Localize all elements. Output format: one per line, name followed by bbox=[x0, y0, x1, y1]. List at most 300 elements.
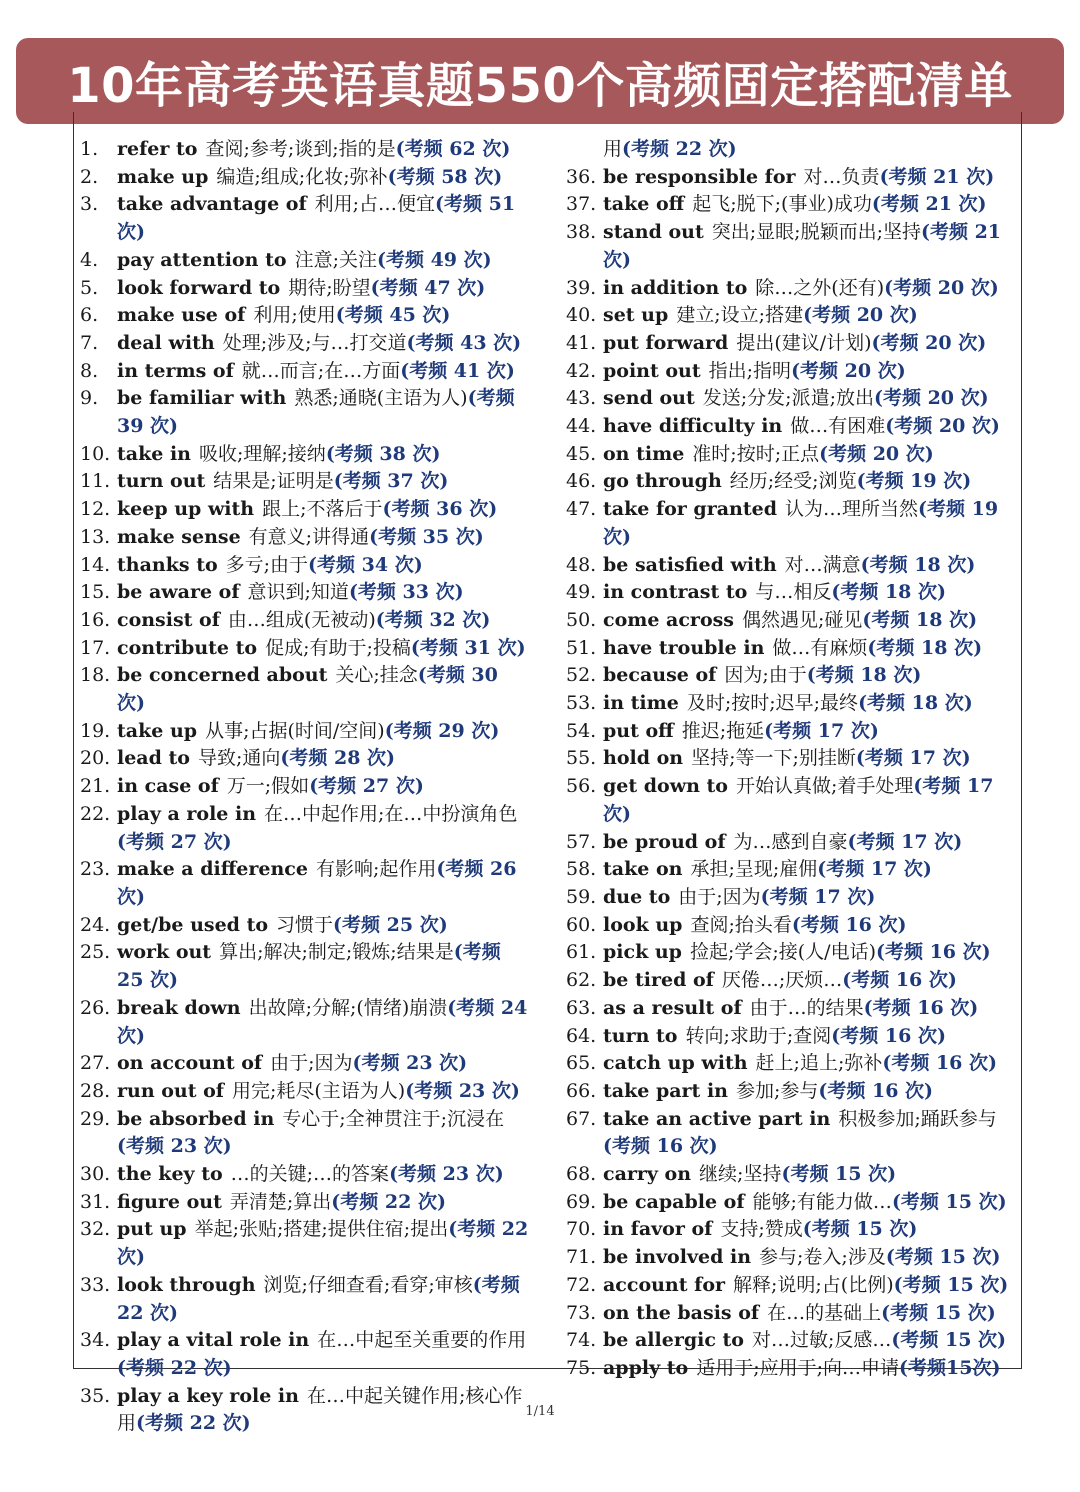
entry-meaning: 及时;按时;迟早;最终 bbox=[686, 692, 859, 715]
entry-frequency: (考频 15 次) bbox=[802, 1218, 918, 1241]
entry-meaning: 跟上;不落后于 bbox=[262, 498, 383, 521]
entry-number: 43. bbox=[566, 387, 597, 410]
entry-term: set up bbox=[603, 304, 669, 327]
entry-frequency: (考频 27 次) bbox=[117, 830, 232, 853]
entry-frequency: (考频 23 次) bbox=[352, 1052, 468, 1075]
entry-number: 73. bbox=[566, 1301, 597, 1324]
list-item bbox=[80, 801, 530, 856]
entry-meaning: 在…中起作用;在…中扮演角色 bbox=[264, 802, 518, 825]
entry-number: 11. bbox=[80, 470, 111, 493]
entry-frequency: (考频 49 次) bbox=[376, 248, 492, 271]
entry-number: 35. bbox=[80, 1384, 111, 1407]
entry-number: 63. bbox=[566, 996, 597, 1019]
entry-meaning: 用 bbox=[603, 138, 623, 160]
list-item bbox=[566, 579, 1016, 607]
entry-term: be proud of bbox=[603, 830, 726, 853]
entry-frequency: (考频 45 次) bbox=[335, 304, 451, 327]
list-item bbox=[566, 829, 1016, 857]
entry-meaning: 做…有困难 bbox=[790, 415, 886, 438]
list-item bbox=[566, 496, 1016, 551]
entry-number: 59. bbox=[566, 885, 597, 908]
list-item bbox=[80, 856, 530, 911]
entry-frequency: (考频 30 次) bbox=[117, 664, 498, 715]
list-item bbox=[566, 856, 1016, 884]
entry-meaning: 注意;关注 bbox=[294, 248, 377, 271]
entry-meaning: 准时;按时;正点 bbox=[692, 442, 820, 465]
list-item bbox=[80, 1189, 530, 1217]
entry-frequency: (考频 15 次) bbox=[891, 1329, 1007, 1352]
list-item bbox=[80, 1161, 530, 1189]
entry-number: 56. bbox=[566, 775, 597, 798]
list-item bbox=[566, 385, 1016, 413]
entry-meaning: 支持;赞成 bbox=[720, 1218, 803, 1241]
list-item bbox=[80, 1272, 530, 1327]
entry-term: make use of bbox=[117, 304, 246, 327]
list-item bbox=[80, 164, 530, 192]
entry-term: put forward bbox=[603, 331, 729, 354]
list-item bbox=[80, 718, 530, 746]
list-item bbox=[80, 995, 530, 1050]
entry-meaning: 意识到;知道 bbox=[247, 581, 349, 604]
entry-meaning: 推迟;拖延 bbox=[681, 719, 765, 742]
entry-frequency: (考频 21 次) bbox=[879, 165, 995, 188]
entry-number: 55. bbox=[566, 747, 597, 770]
entry-frequency: (考频 51 次) bbox=[117, 193, 516, 244]
list-item bbox=[566, 745, 1016, 773]
list-item bbox=[566, 1078, 1016, 1106]
entry-frequency: (考频 21 次) bbox=[871, 193, 987, 216]
entry-frequency: (考频 16 次) bbox=[842, 969, 957, 992]
entry-frequency: (考频 23 次) bbox=[389, 1163, 504, 1186]
entry-meaning: 做…有麻烦 bbox=[772, 636, 868, 659]
entry-frequency: (考频 36 次) bbox=[382, 498, 498, 521]
entry-term: take in bbox=[117, 442, 191, 465]
entry-number: 23. bbox=[80, 858, 111, 881]
entry-number: 68. bbox=[566, 1163, 597, 1186]
list-item bbox=[80, 524, 530, 552]
entry-number: 6. bbox=[80, 304, 99, 327]
entry-meaning: 就…而言;在…方面 bbox=[241, 359, 401, 382]
entry-frequency: (考频 16 次) bbox=[882, 1052, 998, 1075]
entry-frequency: (考频 20 次) bbox=[791, 359, 906, 382]
entry-number: 24. bbox=[80, 913, 111, 936]
entry-number: 1. bbox=[80, 138, 99, 160]
entry-frequency: (考频 15 次) bbox=[891, 1190, 1007, 1213]
entry-frequency: (考频 20 次) bbox=[873, 387, 989, 410]
list-item bbox=[80, 579, 530, 607]
entry-number: 53. bbox=[566, 692, 597, 715]
entry-term: stand out bbox=[603, 221, 704, 244]
entry-number: 57. bbox=[566, 830, 597, 853]
entry-frequency: (考频 32 次) bbox=[375, 608, 491, 631]
entry-number: 64. bbox=[566, 1024, 597, 1047]
entry-number: 13. bbox=[80, 525, 111, 548]
entry-number: 5. bbox=[80, 276, 99, 299]
entry-frequency: (考频 19 次) bbox=[856, 470, 972, 493]
entry-frequency: (考频 18 次) bbox=[858, 692, 973, 715]
entry-term: because of bbox=[603, 664, 717, 687]
entry-term: look up bbox=[603, 913, 683, 936]
entry-meaning: 对…过敏;反感… bbox=[751, 1329, 892, 1352]
entry-term: figure out bbox=[117, 1190, 222, 1213]
entry-number: 20. bbox=[80, 747, 111, 770]
entry-meaning: 出故障;分解;(情绪)崩溃 bbox=[248, 996, 448, 1019]
entry-number: 42. bbox=[566, 359, 597, 382]
list-item bbox=[80, 330, 530, 358]
entry-meaning: 习惯于 bbox=[276, 913, 334, 936]
list-item bbox=[80, 607, 530, 635]
list-item bbox=[566, 330, 1016, 358]
list-item bbox=[566, 635, 1016, 663]
entry-term: on the basis of bbox=[603, 1301, 760, 1324]
entry-term: be tired of bbox=[603, 969, 714, 992]
entry-frequency: (考频 17 次) bbox=[847, 830, 963, 853]
entry-number: 45. bbox=[566, 442, 597, 465]
entry-meaning: 由于;因为 bbox=[270, 1052, 353, 1075]
entry-term: take on bbox=[603, 858, 683, 881]
entry-frequency: (考频 38 次) bbox=[325, 442, 441, 465]
entry-meaning: 在…中起至关重要的作用 bbox=[317, 1329, 527, 1352]
entry-term: be aware of bbox=[117, 581, 240, 604]
entry-frequency: (考频 20 次) bbox=[885, 415, 1000, 438]
entry-number: 38. bbox=[566, 221, 597, 244]
entry-number: 3. bbox=[80, 193, 99, 216]
entry-term: take advantage of bbox=[117, 193, 307, 216]
entry-frequency: (考频 20 次) bbox=[871, 331, 987, 354]
entry-meaning: 结果是;证明是 bbox=[213, 470, 334, 493]
list-item bbox=[566, 413, 1016, 441]
entry-term: pick up bbox=[603, 941, 682, 964]
entry-number: 7. bbox=[80, 331, 99, 354]
entry-term: take for granted bbox=[603, 498, 777, 521]
left-column bbox=[80, 136, 530, 1438]
entry-number: 14. bbox=[80, 553, 111, 576]
entry-meaning: 能够;有能力做… bbox=[752, 1190, 892, 1213]
entry-number: 44. bbox=[566, 415, 597, 438]
entry-meaning: 指出;指明 bbox=[708, 359, 792, 382]
entry-frequency: (考频 16 次) bbox=[831, 1024, 946, 1047]
entry-meaning: 参与;卷入;涉及 bbox=[759, 1246, 886, 1269]
entry-meaning: 编造;组成;化妆;弥补 bbox=[216, 165, 388, 188]
list-item bbox=[80, 745, 530, 773]
entry-number: 33. bbox=[80, 1273, 111, 1296]
entry-frequency: (考频 17 次) bbox=[603, 775, 994, 825]
entry-number: 75. bbox=[566, 1356, 597, 1379]
entry-meaning: 开始认真做;着手处理 bbox=[735, 775, 914, 798]
entry-meaning: 算出;解决;制定;锻炼;结果是 bbox=[219, 941, 454, 964]
entry-term: be allergic to bbox=[603, 1329, 744, 1352]
entry-meaning: 因为;由于 bbox=[724, 664, 807, 687]
list-item bbox=[80, 939, 530, 994]
entry-term: be involved in bbox=[603, 1246, 752, 1269]
page-title: 10年高考英语真题550个高频固定搭配清单 bbox=[67, 57, 1013, 114]
entry-number: 36. bbox=[566, 165, 597, 188]
entry-meaning: 由于…的结果 bbox=[749, 996, 864, 1019]
entry-term: put off bbox=[603, 719, 674, 742]
entry-number: 19. bbox=[80, 719, 111, 742]
entry-number: 71. bbox=[566, 1246, 597, 1269]
entry-term: deal with bbox=[117, 331, 215, 354]
entry-frequency: (考频 16 次) bbox=[863, 996, 979, 1019]
entry-meaning: 坚持;等一下;别挂断 bbox=[691, 747, 856, 770]
entry-term: in terms of bbox=[117, 359, 234, 382]
entry-meaning: 解释;说明;占(比例) bbox=[733, 1273, 894, 1296]
list-item bbox=[566, 1106, 1016, 1161]
list-item bbox=[566, 773, 1016, 828]
entry-number: 8. bbox=[80, 359, 99, 382]
list-item bbox=[566, 884, 1016, 912]
list-item bbox=[80, 496, 530, 524]
entry-number: 48. bbox=[566, 553, 597, 576]
entry-term: take off bbox=[603, 193, 685, 216]
entry-number: 50. bbox=[566, 608, 597, 631]
entry-frequency: (考频15次) bbox=[899, 1356, 1001, 1379]
entry-frequency: (考频 25 次) bbox=[333, 913, 448, 936]
entry-term: look through bbox=[117, 1273, 256, 1296]
entry-number: 26. bbox=[80, 996, 111, 1019]
list-item bbox=[80, 1078, 530, 1106]
entry-term: play a role in bbox=[117, 802, 257, 825]
entry-term: lead to bbox=[117, 747, 190, 770]
entry-number: 34. bbox=[80, 1329, 111, 1352]
entry-meaning: 突出;显眼;脱颖而出;坚持 bbox=[711, 221, 921, 244]
entry-meaning: 厌倦…;厌烦… bbox=[721, 969, 843, 992]
list-item bbox=[566, 607, 1016, 635]
entry-term: contribute to bbox=[117, 636, 258, 659]
entry-meaning: 查阅;参考;谈到;指的是 bbox=[205, 138, 396, 160]
entry-meaning: 经历;经受;浏览 bbox=[729, 470, 857, 493]
entry-number: 21. bbox=[80, 775, 111, 798]
entry-term: take an active part in bbox=[603, 1107, 831, 1130]
entry-number: 69. bbox=[566, 1190, 597, 1213]
entry-term: have difficulty in bbox=[603, 415, 783, 438]
list-item bbox=[80, 635, 530, 663]
list-item bbox=[80, 302, 530, 330]
entry-term: have trouble in bbox=[603, 636, 765, 659]
entry-frequency: (考频 22 次) bbox=[117, 1218, 529, 1269]
entry-frequency: (考频 16 次) bbox=[818, 1079, 934, 1102]
list-item bbox=[566, 191, 1016, 219]
entry-term: make up bbox=[117, 165, 209, 188]
entry-term: break down bbox=[117, 996, 241, 1019]
entry-meaning: 认为…理所当然 bbox=[785, 498, 919, 521]
entry-frequency: (考频 62 次) bbox=[395, 138, 511, 160]
list-item bbox=[80, 1050, 530, 1078]
entry-meaning: 在…中起关键作用;核心作用 bbox=[117, 1384, 523, 1435]
entry-frequency: (考频 22 次) bbox=[331, 1190, 446, 1213]
entry-term: be responsible for bbox=[603, 165, 796, 188]
entry-frequency: (考频 17 次) bbox=[855, 747, 971, 770]
entry-term: take up bbox=[117, 719, 198, 742]
list-item bbox=[80, 385, 530, 440]
list-item bbox=[566, 690, 1016, 718]
entry-term: pay attention to bbox=[117, 248, 287, 271]
list-item bbox=[566, 441, 1016, 469]
entry-term: refer to bbox=[117, 138, 198, 160]
list-item bbox=[80, 552, 530, 580]
entry-meaning: 利用;占…便宜 bbox=[314, 193, 436, 216]
entry-number: 31. bbox=[80, 1190, 111, 1213]
entry-meaning: 利用;使用 bbox=[253, 304, 336, 327]
entry-meaning: 关心;挂念 bbox=[335, 664, 418, 687]
entry-frequency: (考频 18 次) bbox=[860, 553, 976, 576]
entry-number: 39. bbox=[566, 276, 597, 299]
entry-meaning: 赶上;追上;弥补 bbox=[755, 1052, 883, 1075]
entry-number: 22. bbox=[80, 802, 111, 825]
entry-meaning: 弄清楚;算出 bbox=[229, 1190, 332, 1213]
list-item bbox=[80, 662, 530, 717]
list-item bbox=[566, 939, 1016, 967]
list-item bbox=[566, 1355, 1016, 1383]
entry-meaning: 从事;占据(时间/空间) bbox=[205, 719, 385, 742]
entry-number: 32. bbox=[80, 1218, 111, 1241]
entry-term: account for bbox=[603, 1273, 725, 1296]
entry-meaning: 积极参加;踊跃参与 bbox=[838, 1107, 997, 1130]
entry-frequency: (考频 28 次) bbox=[280, 747, 396, 770]
list-item bbox=[80, 1106, 530, 1161]
entry-meaning: 促成;有助于;投稿 bbox=[265, 636, 411, 659]
list-item bbox=[566, 1189, 1016, 1217]
entry-number: 66. bbox=[566, 1079, 597, 1102]
entry-term: go through bbox=[603, 470, 722, 493]
entry-number: 27. bbox=[80, 1052, 111, 1075]
entry-term: due to bbox=[603, 885, 671, 908]
entry-term: be capable of bbox=[603, 1190, 745, 1213]
list-item bbox=[80, 441, 530, 469]
entry-meaning: 浏览;仔细查看;看穿;审核 bbox=[263, 1273, 473, 1296]
entry-term: carry on bbox=[603, 1163, 692, 1186]
entry-frequency: (考频 22 次) bbox=[622, 138, 737, 160]
entry-meaning: …的关键;…的答案 bbox=[230, 1163, 390, 1186]
entry-number: 40. bbox=[566, 304, 597, 327]
list-item bbox=[566, 995, 1016, 1023]
entry-frequency: (考频 34 次) bbox=[308, 553, 423, 576]
list-item bbox=[566, 1050, 1016, 1078]
entry-frequency: (考频 20 次) bbox=[819, 442, 934, 465]
entry-number: 60. bbox=[566, 913, 597, 936]
entry-term: get/be used to bbox=[117, 913, 269, 936]
entry-frequency: (考频 31 次) bbox=[410, 636, 526, 659]
entry-meaning: 发送;分发;派遣;放出 bbox=[702, 387, 874, 410]
entry-meaning: 与…相反 bbox=[755, 581, 832, 604]
right-column bbox=[566, 136, 1016, 1383]
entry-frequency: (考频 17 次) bbox=[817, 858, 932, 881]
entry-frequency: (考频 27 次) bbox=[309, 775, 424, 798]
entry-meaning: 承担;呈现;雇佣 bbox=[690, 858, 818, 881]
entry-number: 12. bbox=[80, 498, 111, 521]
entry-number: 51. bbox=[566, 636, 597, 659]
entry-number: 47. bbox=[566, 498, 597, 521]
entry-frequency: (考频 25 次) bbox=[117, 941, 501, 992]
list-item bbox=[566, 662, 1016, 690]
entry-frequency: (考频 43 次) bbox=[406, 331, 522, 354]
list-item bbox=[80, 275, 530, 303]
entry-number: 16. bbox=[80, 608, 111, 631]
entry-meaning: 除…之外(还有) bbox=[755, 276, 885, 299]
list-item bbox=[566, 164, 1016, 192]
entry-frequency: (考频 20 次) bbox=[803, 304, 918, 327]
list-item bbox=[80, 773, 530, 801]
list-item bbox=[566, 967, 1016, 995]
list-item bbox=[566, 358, 1016, 386]
entry-number: 25. bbox=[80, 941, 111, 964]
entry-frequency: (考频 18 次) bbox=[867, 636, 983, 659]
entry-meaning: 多亏;由于 bbox=[225, 553, 309, 576]
entry-meaning: 起飞;脱下;(事业)成功 bbox=[692, 193, 872, 216]
entry-meaning: 举起;张贴;搭建;提供住宿;提出 bbox=[194, 1218, 449, 1241]
entry-meaning: 有影响;起作用 bbox=[315, 858, 437, 881]
entry-frequency: (考频 23 次) bbox=[117, 1135, 232, 1158]
list-item bbox=[566, 1023, 1016, 1051]
list-item bbox=[80, 912, 530, 940]
entry-frequency: (考频 24 次) bbox=[117, 996, 528, 1047]
list-item bbox=[80, 247, 530, 275]
entry-meaning: 期待;盼望 bbox=[288, 276, 371, 299]
entry-number: 28. bbox=[80, 1079, 111, 1102]
entry-number: 17. bbox=[80, 636, 111, 659]
list-item bbox=[566, 1327, 1016, 1355]
entry-meaning: 导致;通向 bbox=[197, 747, 281, 770]
entry-meaning: 为…感到自豪 bbox=[733, 830, 848, 853]
entry-term: the key to bbox=[117, 1163, 223, 1186]
list-item bbox=[80, 1216, 530, 1271]
entry-term: take part in bbox=[603, 1079, 728, 1102]
entry-number: 58. bbox=[566, 858, 597, 881]
list-item bbox=[80, 468, 530, 496]
entry-frequency: (考频 58 次) bbox=[387, 165, 503, 188]
entry-term: catch up with bbox=[603, 1052, 748, 1075]
entry-meaning: 熟悉;通晓(主语为人) bbox=[294, 387, 468, 410]
entry-number: 41. bbox=[566, 331, 597, 354]
list-item bbox=[566, 552, 1016, 580]
entry-number: 52. bbox=[566, 664, 597, 687]
entry-frequency: (考频 20 次) bbox=[884, 276, 999, 299]
entry-term: be familiar with bbox=[117, 387, 287, 410]
entry-frequency: (考频 16 次) bbox=[875, 941, 991, 964]
entry-term: on account of bbox=[117, 1052, 263, 1075]
entry-term: thanks to bbox=[117, 553, 218, 576]
entry-term: come across bbox=[603, 608, 735, 631]
entry-term: turn to bbox=[603, 1024, 678, 1047]
entry-number: 37. bbox=[566, 193, 597, 216]
entry-number: 9. bbox=[80, 387, 99, 410]
entry-frequency: (考频 18 次) bbox=[831, 581, 947, 604]
list-item bbox=[566, 718, 1016, 746]
entry-meaning: 查阅;抬头看 bbox=[690, 913, 792, 936]
entry-frequency: (考频 47 次) bbox=[370, 276, 486, 299]
list-item bbox=[566, 1244, 1016, 1272]
entry-meaning: 继续;坚持 bbox=[699, 1163, 782, 1186]
entry-term: keep up with bbox=[117, 498, 255, 521]
entry-term: consist of bbox=[117, 608, 220, 631]
entry-meaning: 处理;涉及;与…打交道 bbox=[222, 331, 407, 354]
entry-number: 67. bbox=[566, 1107, 597, 1130]
entry-meaning: 用完;耗尽(主语为人) bbox=[231, 1079, 406, 1102]
entry-frequency: (考频 39 次) bbox=[117, 387, 515, 438]
entry-frequency: (考频 22 次) bbox=[117, 1273, 520, 1324]
entry-number: 49. bbox=[566, 581, 597, 604]
list-item bbox=[566, 1300, 1016, 1328]
entry-meaning: 吸收;理解;接纳 bbox=[199, 442, 326, 465]
entry-term: be concerned about bbox=[117, 664, 328, 687]
entry-term: in addition to bbox=[603, 276, 748, 299]
entry-meaning: 建立;设立;搭建 bbox=[676, 304, 804, 327]
entry-term: make sense bbox=[117, 525, 241, 548]
entry-term: as a result of bbox=[603, 996, 742, 1019]
entry-term: in case of bbox=[117, 775, 219, 798]
entry-number: 72. bbox=[566, 1273, 597, 1296]
entry-term: play a key role in bbox=[117, 1384, 299, 1407]
